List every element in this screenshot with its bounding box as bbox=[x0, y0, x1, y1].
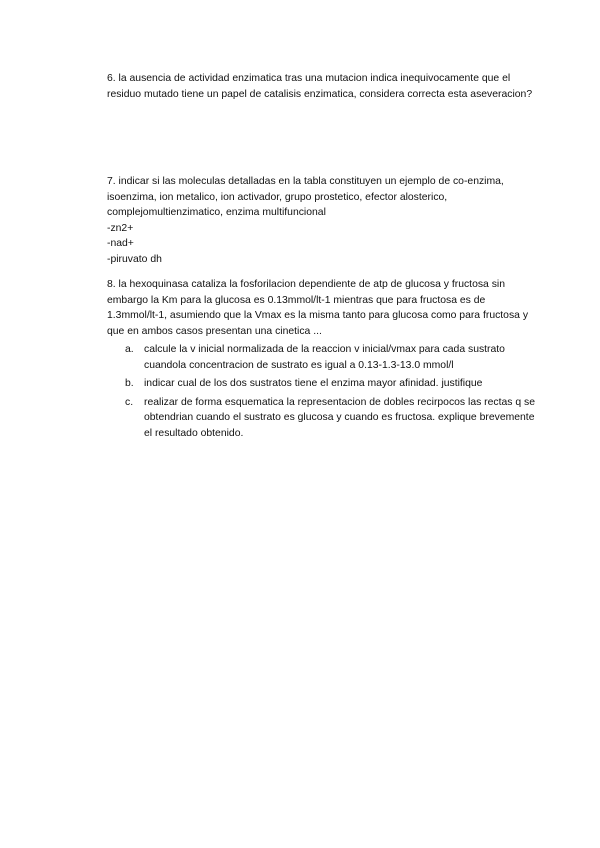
sub-item-line: indicar cual de los dos sustratos tiene el enzima mayor afinidad. justifique bbox=[144, 378, 483, 389]
sub-item-letter: a. bbox=[125, 344, 134, 355]
question-7-line: complejomultienzimatico, enzima multifuncional bbox=[107, 207, 326, 218]
question-8-line: 1.3mmol/lt-1, asumiendo que la Vmax es la misma tanto para glucosa como para fructosa y bbox=[107, 310, 529, 321]
question-8 bbox=[107, 277, 567, 441]
question-8-line: que en ambos casos presentan una cinetica ... bbox=[107, 325, 322, 337]
sub-item-a bbox=[107, 342, 567, 373]
sub-item-line: realizar de forma esquematica la representacion de dobles recirpocos las rectas q se bbox=[144, 396, 536, 408]
question-7 bbox=[107, 174, 567, 267]
sub-item-letter: c. bbox=[125, 396, 134, 408]
question-7-line: 7. indicar si las moleculas detalladas en la tabla constituyen un ejemplo de co-enzima, bbox=[107, 176, 504, 187]
molecule-nad: -nad+ bbox=[107, 238, 134, 249]
sub-item-c bbox=[107, 395, 567, 442]
sub-item-line: obtendrian cuando el sustrato es glucosa y cuando es fructosa. explique brevemente bbox=[144, 412, 535, 423]
molecule-piruvato-dh: -piruvato dh bbox=[107, 253, 162, 265]
question-8-line: 8. la hexoquinasa cataliza la fosforilacion dependiente de atp de glucosa y fructosa sin bbox=[107, 279, 505, 290]
question-7-line: isoenzima, ion metalico, ion activador, grupo prostetico, efector alosterico, bbox=[107, 191, 448, 203]
sub-item-line: calcule la v inicial normalizada de la reaccion v inicial/vmax para cada sustrato bbox=[144, 344, 505, 355]
question-6-line: residuo mutado tiene un papel de catalisis enzimatica, considera correcta esta aseveracion? bbox=[107, 88, 533, 100]
question-6-line: 6. la ausencia de actividad enzimatica tras una mutacion indica inequivocamente que el bbox=[107, 73, 511, 84]
question-6 bbox=[107, 71, 567, 102]
question-8-line: embargo la Km para la glucosa es 0.13mmol/lt-1 mientras que para fructosa es de bbox=[107, 294, 486, 306]
sub-item-letter: b. bbox=[125, 378, 134, 389]
sub-item-b bbox=[107, 376, 567, 392]
molecule-zn: -zn2+ bbox=[107, 222, 134, 234]
sub-item-line: el resultado obtenido. bbox=[144, 427, 244, 439]
sub-item-line: cuandola concentracion de sustrato es igual a 0.13-1.3-13.0 mmol/l bbox=[144, 359, 454, 371]
